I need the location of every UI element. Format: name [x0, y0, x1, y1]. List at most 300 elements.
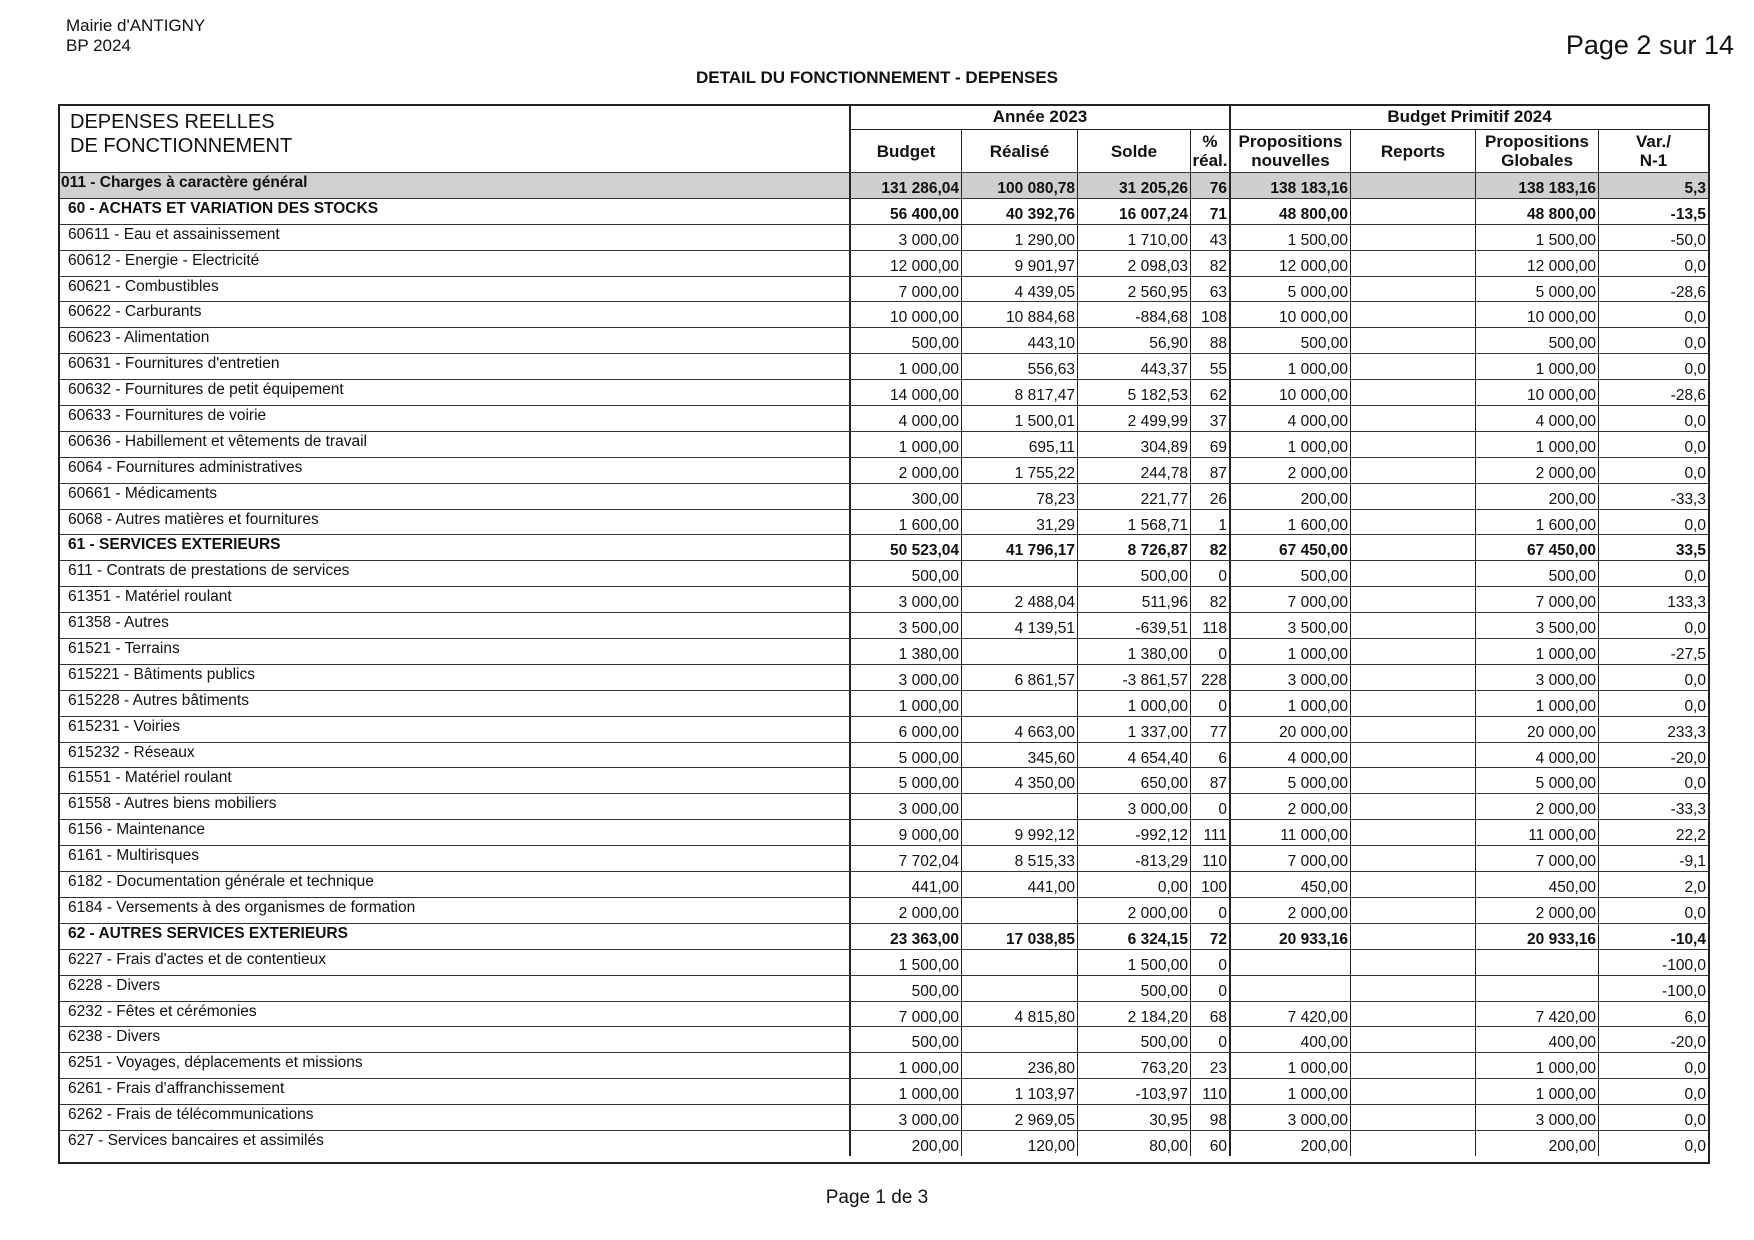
- table-row: [60, 664, 1708, 690]
- cell-solde: 30,95: [1078, 1105, 1191, 1130]
- cell-propositions-nouvelles: 48 800,00: [1231, 199, 1351, 224]
- cell-variation: 0,0: [1684, 671, 1706, 689]
- table-row: [60, 301, 1708, 327]
- cell-solde: 1 337,00: [1078, 717, 1191, 742]
- cell-propositions-globales: [1476, 976, 1599, 1001]
- cell-label: 61 - SERVICES EXTERIEURS: [60, 535, 851, 560]
- table-row: [60, 353, 1708, 379]
- cell-solde: 80,00: [1078, 1131, 1191, 1156]
- cell-budget: 3 000,00: [851, 1105, 962, 1130]
- cell-solde: 6 324,15: [1078, 924, 1191, 949]
- cell-propositions-globales: 200,00: [1476, 1131, 1599, 1156]
- cell-variation: -27,5: [1670, 646, 1706, 664]
- cell-variation: 0,0: [1684, 516, 1706, 534]
- cell-reports: [1351, 1002, 1476, 1027]
- cell-label: 6064 - Fournitures administratives: [60, 458, 851, 483]
- cell-pct-realised: 111: [1191, 820, 1231, 845]
- table-row: [60, 845, 1708, 871]
- cell-realise: 236,80: [962, 1053, 1078, 1078]
- cell-solde: 244,78: [1078, 458, 1191, 483]
- cell-realise: 2 488,04: [962, 587, 1078, 612]
- cell-propositions-globales: 10 000,00: [1476, 302, 1599, 327]
- cell-realise: 345,60: [962, 743, 1078, 768]
- cell-pct-realised: 100: [1191, 872, 1231, 897]
- cell-pct-realised: 110: [1191, 846, 1231, 871]
- cell-label: 6227 - Frais d'actes et de contentieux: [60, 950, 851, 975]
- cell-pct-realised: 76: [1191, 173, 1231, 198]
- cell-label: 61351 - Matériel roulant: [60, 587, 851, 612]
- cell-propositions-nouvelles: 7 420,00: [1231, 1002, 1351, 1027]
- cell-realise: 17 038,85: [962, 924, 1078, 949]
- cell-solde: 2 184,20: [1078, 1002, 1191, 1027]
- cell-reports: [1351, 510, 1476, 535]
- cell-budget: 300,00: [851, 484, 962, 509]
- cell-propositions-globales: 3 500,00: [1476, 613, 1599, 638]
- cell-solde: -813,29: [1078, 846, 1191, 871]
- cell-propositions-globales: 500,00: [1476, 561, 1599, 586]
- cell-pct-realised: 0: [1191, 691, 1231, 716]
- cell-propositions-globales: 1 000,00: [1476, 691, 1599, 716]
- cell-propositions-nouvelles: [1231, 976, 1351, 1001]
- cell-budget: 7 000,00: [851, 1002, 962, 1027]
- cell-propositions-globales: 1 000,00: [1476, 1053, 1599, 1078]
- cell-propositions-globales: 4 000,00: [1476, 406, 1599, 431]
- table-body: [60, 172, 1708, 1156]
- cell-budget: 2 000,00: [851, 458, 962, 483]
- cell-solde: -639,51: [1078, 613, 1191, 638]
- account-group-row: [60, 534, 1708, 560]
- cell-pct-realised: 0: [1191, 794, 1231, 819]
- cell-propositions-globales: 5 000,00: [1476, 277, 1599, 302]
- cell-pct-realised: 0: [1191, 561, 1231, 586]
- table-row: [60, 612, 1708, 638]
- cell-solde: 16 007,24: [1078, 199, 1191, 224]
- cell-budget: 1 380,00: [851, 639, 962, 664]
- cell-label: 627 - Services bancaires et assimilés: [60, 1131, 851, 1156]
- cell-reports: [1351, 561, 1476, 586]
- cell-realise: 2 969,05: [962, 1105, 1078, 1130]
- cell-propositions-globales: 7 000,00: [1476, 846, 1599, 871]
- column-header-variation: Var./ N-1: [1636, 132, 1671, 170]
- cell-propositions-nouvelles: 3 000,00: [1231, 1105, 1351, 1130]
- cell-budget: 3 000,00: [851, 665, 962, 690]
- column-header-reports: Reports: [1351, 130, 1476, 172]
- table-row: [60, 767, 1708, 793]
- cell-pct-realised: 69: [1191, 432, 1231, 457]
- cell-variation: -100,0: [1662, 956, 1706, 974]
- cell-propositions-nouvelles: 500,00: [1231, 561, 1351, 586]
- table-row: [60, 405, 1708, 431]
- cell-pct-realised: 23: [1191, 1053, 1231, 1078]
- cell-reports: [1351, 691, 1476, 716]
- cell-reports: [1351, 1053, 1476, 1078]
- cell-label: 60622 - Carburants: [60, 302, 851, 327]
- cell-pct-realised: 98: [1191, 1105, 1231, 1130]
- cell-label: 011 - Charges à caractère général: [60, 173, 851, 198]
- cell-propositions-nouvelles: 1 600,00: [1231, 510, 1351, 535]
- cell-variation: 22,2: [1675, 827, 1706, 845]
- cell-propositions-globales: 2 000,00: [1476, 794, 1599, 819]
- organization-header: [66, 16, 205, 56]
- cell-variation: 0,0: [1684, 335, 1706, 353]
- cell-solde: 2 499,99: [1078, 406, 1191, 431]
- cell-pct-realised: 60: [1191, 1131, 1231, 1156]
- cell-label: 6251 - Voyages, déplacements et missions: [60, 1053, 851, 1078]
- cell-budget: 1 000,00: [851, 691, 962, 716]
- cell-realise: 695,11: [962, 432, 1078, 457]
- cell-propositions-globales: 12 000,00: [1476, 251, 1599, 276]
- cell-realise: 4 139,51: [962, 613, 1078, 638]
- cell-variation: -9,1: [1679, 853, 1706, 871]
- cell-pct-realised: 110: [1191, 1079, 1231, 1104]
- cell-pct-realised: 68: [1191, 1002, 1231, 1027]
- cell-variation: -28,6: [1670, 283, 1706, 301]
- cell-realise: 556,63: [962, 354, 1078, 379]
- cell-propositions-nouvelles: 11 000,00: [1231, 820, 1351, 845]
- cell-pct-realised: 87: [1191, 458, 1231, 483]
- cell-realise: 9 992,12: [962, 820, 1078, 845]
- cell-variation: 0,0: [1684, 697, 1706, 715]
- table-row: [60, 250, 1708, 276]
- cell-budget: 5 000,00: [851, 768, 962, 793]
- cell-label: 60632 - Fournitures de petit équipement: [60, 380, 851, 405]
- cell-budget: 1 000,00: [851, 354, 962, 379]
- cell-budget: 3 000,00: [851, 794, 962, 819]
- cell-propositions-nouvelles: 500,00: [1231, 328, 1351, 353]
- cell-realise: 8 817,47: [962, 380, 1078, 405]
- cell-pct-realised: 6: [1191, 743, 1231, 768]
- cell-propositions-globales: 1 000,00: [1476, 432, 1599, 457]
- cell-realise: 6 861,57: [962, 665, 1078, 690]
- cell-reports: [1351, 458, 1476, 483]
- cell-solde: 56,90: [1078, 328, 1191, 353]
- cell-budget: 1 000,00: [851, 432, 962, 457]
- cell-propositions-globales: 4 000,00: [1476, 743, 1599, 768]
- cell-propositions-globales: 3 000,00: [1476, 1105, 1599, 1130]
- cell-variation: 0,0: [1684, 775, 1706, 793]
- cell-label: 60623 - Alimentation: [60, 328, 851, 353]
- cell-label: 61521 - Terrains: [60, 639, 851, 664]
- cell-realise: 441,00: [962, 872, 1078, 897]
- cell-label: 6161 - Multirisques: [60, 846, 851, 871]
- cell-realise: 120,00: [962, 1131, 1078, 1156]
- cell-pct-realised: 228: [1191, 665, 1231, 690]
- cell-variation: -10,4: [1670, 930, 1706, 948]
- section-title-line-1: DEPENSES REELLES: [70, 111, 275, 133]
- cell-realise: 40 392,76: [962, 199, 1078, 224]
- cell-pct-realised: 118: [1191, 613, 1231, 638]
- cell-label: 6232 - Fêtes et cérémonies: [60, 1002, 851, 1027]
- cell-variation: 6,0: [1684, 1008, 1706, 1026]
- cell-reports: [1351, 846, 1476, 871]
- cell-propositions-nouvelles: 67 450,00: [1231, 535, 1351, 560]
- cell-reports: [1351, 820, 1476, 845]
- cell-propositions-globales: 1 000,00: [1476, 639, 1599, 664]
- cell-budget: 500,00: [851, 976, 962, 1001]
- cell-pct-realised: 43: [1191, 225, 1231, 250]
- cell-reports: [1351, 302, 1476, 327]
- cell-realise: [962, 639, 1078, 664]
- cell-propositions-nouvelles: [1231, 950, 1351, 975]
- cell-solde: 1 500,00: [1078, 950, 1191, 975]
- cell-pct-realised: 0: [1191, 898, 1231, 923]
- table-row: [60, 560, 1708, 586]
- cell-budget: 2 000,00: [851, 898, 962, 923]
- cell-budget: 1 000,00: [851, 1079, 962, 1104]
- cell-propositions-nouvelles: 20 000,00: [1231, 717, 1351, 742]
- cell-realise: 4 815,80: [962, 1002, 1078, 1027]
- cell-reports: [1351, 380, 1476, 405]
- cell-reports: [1351, 1131, 1476, 1156]
- cell-solde: -992,12: [1078, 820, 1191, 845]
- cell-budget: 441,00: [851, 872, 962, 897]
- cell-variation: 133,3: [1667, 594, 1706, 612]
- cell-pct-realised: 82: [1191, 535, 1231, 560]
- cell-budget: 6 000,00: [851, 717, 962, 742]
- cell-solde: 500,00: [1078, 1027, 1191, 1052]
- table-row: [60, 1104, 1708, 1130]
- cell-variation: 2,0: [1684, 879, 1706, 897]
- cell-propositions-nouvelles: 7 000,00: [1231, 846, 1351, 871]
- table-row: [60, 224, 1708, 250]
- cell-reports: [1351, 432, 1476, 457]
- cell-variation: -100,0: [1662, 982, 1706, 1000]
- cell-propositions-globales: 1 000,00: [1476, 1079, 1599, 1104]
- cell-propositions-nouvelles: 10 000,00: [1231, 302, 1351, 327]
- cell-variation: -33,3: [1670, 801, 1706, 819]
- cell-reports: [1351, 277, 1476, 302]
- cell-budget: 7 000,00: [851, 277, 962, 302]
- cell-propositions-globales: 3 000,00: [1476, 665, 1599, 690]
- cell-solde: -884,68: [1078, 302, 1191, 327]
- cell-solde: 4 654,40: [1078, 743, 1191, 768]
- cell-reports: [1351, 535, 1476, 560]
- cell-pct-realised: 26: [1191, 484, 1231, 509]
- cell-reports: [1351, 794, 1476, 819]
- table-row: [60, 483, 1708, 509]
- cell-propositions-nouvelles: 10 000,00: [1231, 380, 1351, 405]
- cell-solde: 0,00: [1078, 872, 1191, 897]
- cell-budget: 3 000,00: [851, 587, 962, 612]
- cell-pct-realised: 88: [1191, 328, 1231, 353]
- cell-propositions-globales: 11 000,00: [1476, 820, 1599, 845]
- cell-variation: 0,0: [1684, 309, 1706, 327]
- cell-label: 6262 - Frais de télécommunications: [60, 1105, 851, 1130]
- cell-reports: [1351, 484, 1476, 509]
- cell-pct-realised: 0: [1191, 950, 1231, 975]
- cell-budget: 12 000,00: [851, 251, 962, 276]
- cell-pct-realised: 82: [1191, 251, 1231, 276]
- table-row: [60, 949, 1708, 975]
- cell-variation: 0,0: [1684, 464, 1706, 482]
- cell-realise: [962, 950, 1078, 975]
- cell-reports: [1351, 1079, 1476, 1104]
- cell-realise: 443,10: [962, 328, 1078, 353]
- cell-propositions-nouvelles: 400,00: [1231, 1027, 1351, 1052]
- column-header-propositions-nouvelles: Propositions nouvelles: [1231, 130, 1351, 172]
- group-header-2024: Budget Primitif 2024: [1231, 106, 1708, 130]
- cell-propositions-nouvelles: 200,00: [1231, 484, 1351, 509]
- cell-propositions-nouvelles: 138 183,16: [1231, 173, 1351, 198]
- cell-budget: 131 286,04: [851, 173, 962, 198]
- table-row: [60, 690, 1708, 716]
- table-row: [60, 793, 1708, 819]
- cell-realise: 1 290,00: [962, 225, 1078, 250]
- cell-label: 60661 - Médicaments: [60, 484, 851, 509]
- cell-propositions-nouvelles: 1 000,00: [1231, 354, 1351, 379]
- cell-propositions-globales: 20 000,00: [1476, 717, 1599, 742]
- cell-propositions-globales: 5 000,00: [1476, 768, 1599, 793]
- cell-realise: [962, 1027, 1078, 1052]
- account-group-row: [60, 198, 1708, 224]
- cell-budget: 50 523,04: [851, 535, 962, 560]
- cell-budget: 5 000,00: [851, 743, 962, 768]
- cell-solde: 31 205,26: [1078, 173, 1191, 198]
- cell-label: 615232 - Réseaux: [60, 743, 851, 768]
- cell-reports: [1351, 743, 1476, 768]
- cell-budget: 500,00: [851, 1027, 962, 1052]
- cell-propositions-nouvelles: 1 000,00: [1231, 691, 1351, 716]
- cell-solde: 650,00: [1078, 768, 1191, 793]
- cell-budget: 9 000,00: [851, 820, 962, 845]
- cell-propositions-globales: 1 000,00: [1476, 354, 1599, 379]
- cell-pct-realised: 72: [1191, 924, 1231, 949]
- cell-solde: 763,20: [1078, 1053, 1191, 1078]
- cell-variation: 233,3: [1667, 723, 1706, 741]
- cell-label: 615221 - Bâtiments publics: [60, 665, 851, 690]
- cell-pct-realised: 62: [1191, 380, 1231, 405]
- cell-propositions-nouvelles: 4 000,00: [1231, 406, 1351, 431]
- chapter-row: [60, 172, 1708, 198]
- cell-label: 611 - Contrats de prestations de services: [60, 561, 851, 586]
- cell-label: 60621 - Combustibles: [60, 277, 851, 302]
- cell-label: 60633 - Fournitures de voirie: [60, 406, 851, 431]
- cell-propositions-globales: 2 000,00: [1476, 458, 1599, 483]
- cell-label: 60631 - Fournitures d'entretien: [60, 354, 851, 379]
- cell-propositions-nouvelles: 2 000,00: [1231, 898, 1351, 923]
- cell-propositions-nouvelles: 1 000,00: [1231, 639, 1351, 664]
- cell-realise: 9 901,97: [962, 251, 1078, 276]
- cell-solde: 3 000,00: [1078, 794, 1191, 819]
- table-row: [60, 431, 1708, 457]
- table-row: [60, 379, 1708, 405]
- cell-variation: 0,0: [1684, 257, 1706, 275]
- cell-reports: [1351, 251, 1476, 276]
- table-row: [60, 638, 1708, 664]
- cell-solde: 5 182,53: [1078, 380, 1191, 405]
- cell-propositions-globales: 7 000,00: [1476, 587, 1599, 612]
- cell-realise: 10 884,68: [962, 302, 1078, 327]
- cell-variation: -28,6: [1670, 387, 1706, 405]
- cell-label: 615228 - Autres bâtiments: [60, 691, 851, 716]
- cell-variation: 0,0: [1684, 413, 1706, 431]
- column-header-pct-realised: % réal.: [1191, 130, 1231, 172]
- cell-reports: [1351, 354, 1476, 379]
- cell-realise: 1 500,01: [962, 406, 1078, 431]
- cell-reports: [1351, 924, 1476, 949]
- cell-reports: [1351, 717, 1476, 742]
- cell-pct-realised: 0: [1191, 1027, 1231, 1052]
- cell-pct-realised: 82: [1191, 587, 1231, 612]
- cell-propositions-globales: 67 450,00: [1476, 535, 1599, 560]
- cell-pct-realised: 77: [1191, 717, 1231, 742]
- cell-reports: [1351, 199, 1476, 224]
- cell-solde: 500,00: [1078, 561, 1191, 586]
- account-group-row: [60, 923, 1708, 949]
- cell-label: 60636 - Habillement et vêtements de travail: [60, 432, 851, 457]
- table-row: [60, 327, 1708, 353]
- table-row: [60, 1052, 1708, 1078]
- cell-variation: -50,0: [1670, 231, 1706, 249]
- cell-propositions-nouvelles: 12 000,00: [1231, 251, 1351, 276]
- cell-realise: [962, 898, 1078, 923]
- cell-budget: 3 500,00: [851, 613, 962, 638]
- cell-variation: 0,0: [1684, 620, 1706, 638]
- cell-propositions-nouvelles: 7 000,00: [1231, 587, 1351, 612]
- cell-propositions-nouvelles: 1 000,00: [1231, 1079, 1351, 1104]
- cell-realise: 78,23: [962, 484, 1078, 509]
- cell-label: 615231 - Voiries: [60, 717, 851, 742]
- cell-propositions-nouvelles: 3 000,00: [1231, 665, 1351, 690]
- cell-pct-realised: 37: [1191, 406, 1231, 431]
- column-header-solde: Solde: [1078, 130, 1191, 172]
- cell-solde: 1 000,00: [1078, 691, 1191, 716]
- cell-reports: [1351, 225, 1476, 250]
- cell-realise: 100 080,78: [962, 173, 1078, 198]
- cell-solde: 2 560,95: [1078, 277, 1191, 302]
- cell-budget: 7 702,04: [851, 846, 962, 871]
- expenses-table: [58, 104, 1710, 1164]
- cell-propositions-globales: 450,00: [1476, 872, 1599, 897]
- table-row: [60, 716, 1708, 742]
- cell-variation: 0,0: [1684, 361, 1706, 379]
- cell-label: 6238 - Divers: [60, 1027, 851, 1052]
- column-header-budget: Budget: [851, 130, 962, 172]
- cell-variation: 0,0: [1684, 904, 1706, 922]
- cell-realise: 4 350,00: [962, 768, 1078, 793]
- cell-reports: [1351, 1027, 1476, 1052]
- cell-reports: [1351, 898, 1476, 923]
- cell-propositions-nouvelles: 2 000,00: [1231, 458, 1351, 483]
- table-row: [60, 1078, 1708, 1104]
- cell-label: 6156 - Maintenance: [60, 820, 851, 845]
- cell-propositions-globales: 138 183,16: [1476, 173, 1599, 198]
- cell-solde: -103,97: [1078, 1079, 1191, 1104]
- cell-label: 6182 - Documentation générale et technique: [60, 872, 851, 897]
- cell-pct-realised: 0: [1191, 976, 1231, 1001]
- cell-propositions-globales: 200,00: [1476, 484, 1599, 509]
- cell-propositions-globales: 1 500,00: [1476, 225, 1599, 250]
- cell-label: 6184 - Versements à des organismes de formation: [60, 898, 851, 923]
- cell-budget: 4 000,00: [851, 406, 962, 431]
- cell-reports: [1351, 976, 1476, 1001]
- cell-propositions-globales: 10 000,00: [1476, 380, 1599, 405]
- cell-budget: 200,00: [851, 1131, 962, 1156]
- cell-realise: 4 663,00: [962, 717, 1078, 742]
- cell-propositions-nouvelles: 1 000,00: [1231, 432, 1351, 457]
- cell-solde: 2 000,00: [1078, 898, 1191, 923]
- budget-label: BP 2024: [66, 36, 131, 55]
- cell-budget: 10 000,00: [851, 302, 962, 327]
- cell-pct-realised: 55: [1191, 354, 1231, 379]
- cell-budget: 1 500,00: [851, 950, 962, 975]
- cell-reports: [1351, 768, 1476, 793]
- table-row: [60, 1001, 1708, 1027]
- cell-propositions-globales: 1 600,00: [1476, 510, 1599, 535]
- cell-pct-realised: 87: [1191, 768, 1231, 793]
- cell-variation: 33,5: [1675, 542, 1706, 560]
- cell-reports: [1351, 173, 1476, 198]
